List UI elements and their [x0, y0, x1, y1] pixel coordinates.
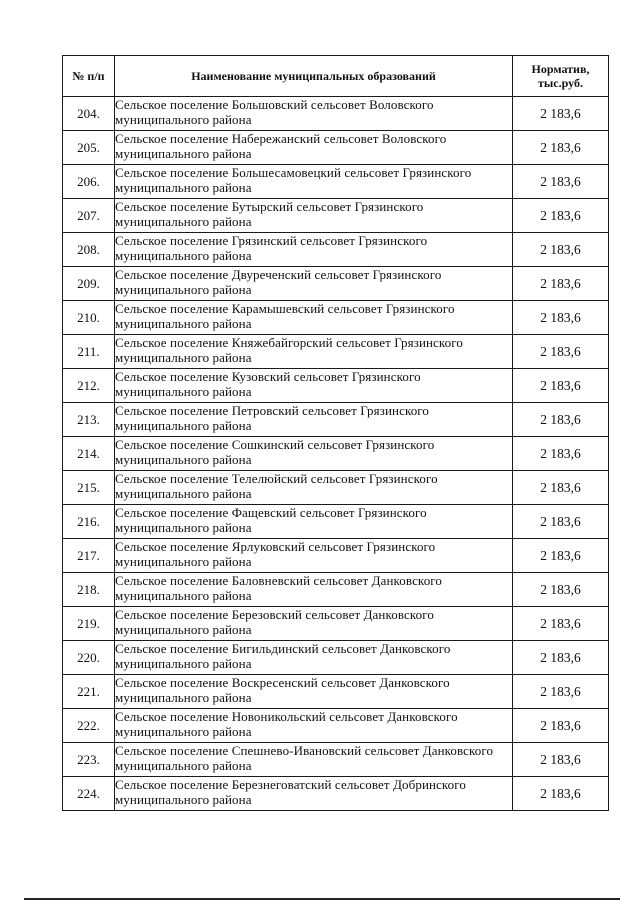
row-name: Сельское поселение Большовский сельсовет Воловского муниципального района	[115, 97, 513, 131]
table-row	[63, 437, 609, 471]
normatives-table	[62, 55, 609, 811]
row-value: 2 183,6	[513, 369, 609, 403]
row-value: 2 183,6	[513, 471, 609, 505]
row-name: Сельское поселение Березовский сельсовет Данковского муниципального района	[115, 607, 513, 641]
row-number: 206.	[63, 165, 115, 199]
row-value: 2 183,6	[513, 709, 609, 743]
table-row	[63, 573, 609, 607]
row-name: Сельское поселение Ярлуковский сельсовет Грязинского муниципального района	[115, 539, 513, 573]
row-value: 2 183,6	[513, 335, 609, 369]
row-number: 217.	[63, 539, 115, 573]
row-number: 212.	[63, 369, 115, 403]
table-row	[63, 165, 609, 199]
row-number: 222.	[63, 709, 115, 743]
row-number: 223.	[63, 743, 115, 777]
row-name: Сельское поселение Березнеговатский сельсовет Добринского муниципального района	[115, 777, 513, 811]
row-number: 220.	[63, 641, 115, 675]
row-value: 2 183,6	[513, 641, 609, 675]
row-number: 224.	[63, 777, 115, 811]
table-row	[63, 267, 609, 301]
row-value: 2 183,6	[513, 131, 609, 165]
header-value: Норматив, тыс.руб.	[513, 56, 609, 97]
row-name: Сельское поселение Грязинский сельсовет Грязинского муниципального района	[115, 233, 513, 267]
row-number: 207.	[63, 199, 115, 233]
row-number: 208.	[63, 233, 115, 267]
row-number: 219.	[63, 607, 115, 641]
row-value: 2 183,6	[513, 607, 609, 641]
header-name: Наименование муниципальных образований	[115, 56, 513, 97]
row-name: Сельское поселение Фащевский сельсовет Грязинского муниципального района	[115, 505, 513, 539]
table-row	[63, 675, 609, 709]
table-row	[63, 301, 609, 335]
row-value: 2 183,6	[513, 539, 609, 573]
row-number: 216.	[63, 505, 115, 539]
row-number: 211.	[63, 335, 115, 369]
row-number: 221.	[63, 675, 115, 709]
row-name: Сельское поселение Бигильдинский сельсовет Данковского муниципального района	[115, 641, 513, 675]
row-value: 2 183,6	[513, 505, 609, 539]
row-value: 2 183,6	[513, 97, 609, 131]
page-bottom-rule	[24, 898, 620, 900]
table-row	[63, 97, 609, 131]
row-value: 2 183,6	[513, 743, 609, 777]
row-name: Сельское поселение Телелюйский сельсовет Грязинского муниципального района	[115, 471, 513, 505]
row-number: 205.	[63, 131, 115, 165]
row-name: Сельское поселение Петровский сельсовет Грязинского муниципального района	[115, 403, 513, 437]
header-number: № п/п	[63, 56, 115, 97]
row-value: 2 183,6	[513, 403, 609, 437]
row-name: Сельское поселение Новоникольский сельсовет Данковского муниципального района	[115, 709, 513, 743]
row-name: Сельское поселение Двуреченский сельсовет Грязинского муниципального района	[115, 267, 513, 301]
table-row	[63, 199, 609, 233]
row-value: 2 183,6	[513, 233, 609, 267]
table-row	[63, 369, 609, 403]
table-row	[63, 233, 609, 267]
table-row	[63, 607, 609, 641]
row-number: 210.	[63, 301, 115, 335]
row-name: Сельское поселение Кузовский сельсовет Грязинского муниципального района	[115, 369, 513, 403]
row-name: Сельское поселение Баловневский сельсовет Данковского муниципального района	[115, 573, 513, 607]
table-header-row	[63, 56, 609, 97]
row-value: 2 183,6	[513, 675, 609, 709]
table-row	[63, 709, 609, 743]
table-row	[63, 131, 609, 165]
row-name: Сельское поселение Карамышевский сельсовет Грязинского муниципального района	[115, 301, 513, 335]
table-row	[63, 471, 609, 505]
row-number: 218.	[63, 573, 115, 607]
table-row	[63, 539, 609, 573]
row-name: Сельское поселение Большесамовецкий сельсовет Грязинского муниципального района	[115, 165, 513, 199]
table-row	[63, 743, 609, 777]
table-row	[63, 641, 609, 675]
row-number: 213.	[63, 403, 115, 437]
row-name: Сельское поселение Воскресенский сельсовет Данковского муниципального района	[115, 675, 513, 709]
row-value: 2 183,6	[513, 301, 609, 335]
row-number: 214.	[63, 437, 115, 471]
row-value: 2 183,6	[513, 199, 609, 233]
row-number: 204.	[63, 97, 115, 131]
table-row	[63, 505, 609, 539]
table-row	[63, 777, 609, 811]
row-name: Сельское поселение Набережанский сельсовет Воловского муниципального района	[115, 131, 513, 165]
row-name: Сельское поселение Бутырский сельсовет Грязинского муниципального района	[115, 199, 513, 233]
row-name: Сельское поселение Сошкинский сельсовет Грязинского муниципального района	[115, 437, 513, 471]
row-value: 2 183,6	[513, 267, 609, 301]
row-name: Сельское поселение Княжебайгорский сельсовет Грязинского муниципального района	[115, 335, 513, 369]
row-value: 2 183,6	[513, 165, 609, 199]
row-number: 215.	[63, 471, 115, 505]
table-row	[63, 403, 609, 437]
row-value: 2 183,6	[513, 437, 609, 471]
row-value: 2 183,6	[513, 777, 609, 811]
row-number: 209.	[63, 267, 115, 301]
table-row	[63, 335, 609, 369]
row-name: Сельское поселение Спешнево-Ивановский сельсовет Данковского муниципального района	[115, 743, 513, 777]
row-value: 2 183,6	[513, 573, 609, 607]
